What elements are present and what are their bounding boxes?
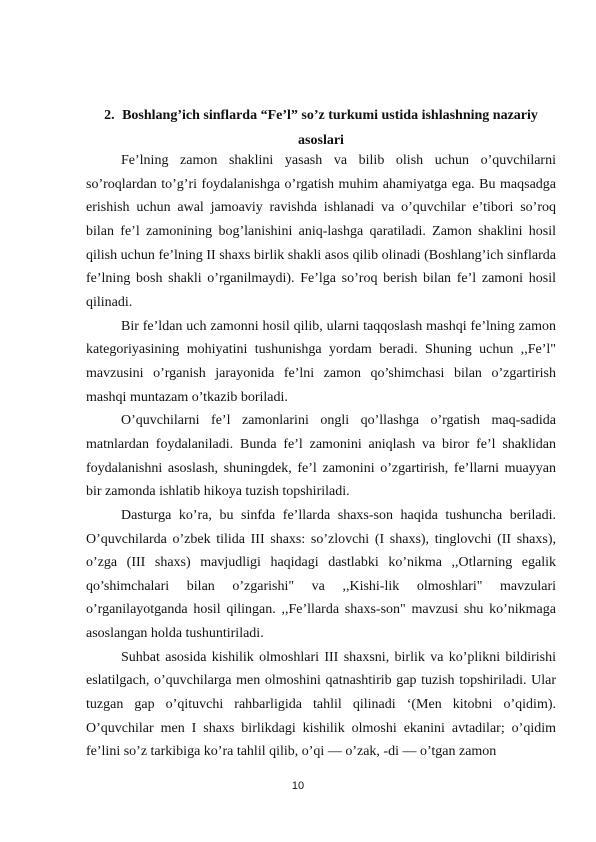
- body-text: [86, 149, 556, 764]
- paragraph: Suhbat asosida kishilik olmoshlari III shaxsni, birlik va ko’plikni bildirishi eslatilgach, o’quvchilarga men olmoshini qatnashtirib gap tuzish topshiriladi. Ular tuzgan gap o’qituvchi rahbarligida tahlil qilinadi ‘(Men kitobni o’qidim). O’quvchilar men I shaxs birlikdagi kishilik olmoshi ekanini avtadilar; o’qidim fe’lini so’z tarkibiga ko’ra tahlil qilib, o’qi — o’zak, -di — o’tgan zamon: [86, 649, 556, 760]
- page-number: 10: [291, 780, 305, 792]
- paragraph: Dasturga ko’ra, bu sinfda fe’llarda shaxs-son haqida tushuncha beriladi. O’quvchilarda o’zbek tilida III shaxs: so’zlovchi (I shaxs), tinglovchi (II shaxs), o’zga (III shaxs) mavjudligi haqidagi dastlabki ko’nikma ,,Otlarning egalik qo’shimchalari bilan o’zgarishi" va ,,Kishi-lik olmoshlari" mavzulari o’rganilayotganda hosil qilingan. ,,Fe’llarda shaxs-son" mavzusi shu ko’nikmaga asoslangan holda tushuntiriladi.: [86, 507, 556, 642]
- paragraph: Bir fe’ldan uch zamonni hosil qilib, ularni taqqoslash mashqi fe’lning zamon kategoriyasining mohiyatini tushunishga yordam beradi. Shuning uchun ,,Fe’l" mavzusini o’rganish jarayonida fe’lni zamon qo’shimchasi bilan o’zgartirish mashqi muntazam o’tkazib boriladi.: [86, 318, 556, 405]
- paragraph: Fe’lning zamon shaklini yasash va bilib olish uchun o’quvchilarni so’roqlardan to’g’ri foydalanishga o’rgatish muhim ahamiyatga ega. Bu maqsadga erishish uchun awal jamoaviy ravishda ishlanadi va o’quvchilar e’tibori so’roq bilan fe’l zamonining bog’lanishini aniq-lashga qaratiladi. Zamon shaklini hosil qilish uchun fe’lning II shaxs birlik shakli asos qilib olinadi (Boshlang’ich sinflarda fe’lning bosh shakli o’rganilmaydi). Fe’lga so’roq berish bilan fe’l zamoni hosil qilinadi.: [86, 153, 556, 310]
- section-title: Boshlang’ich sinflarda “Fe’l” so’z turkumi ustida ishlashning nazariy asoslari: [122, 108, 538, 148]
- section-number: 2.: [104, 108, 115, 123]
- section-heading: [86, 104, 556, 153]
- paragraph: O’quvchilarni fe’l zamonlarini ongli qo’llashga o’rgatish maq-sadida matnlardan foydalaniladi. Bunda fe’l zamonini aniqlash va biror fe’l shaklidan foydalanishni asoslash, shuningdek, fe’l zamonini o’zgartirish, fe’llarni muayyan bir zamonda ishlatib hikoya tuzish topshiriladi.: [86, 413, 556, 500]
